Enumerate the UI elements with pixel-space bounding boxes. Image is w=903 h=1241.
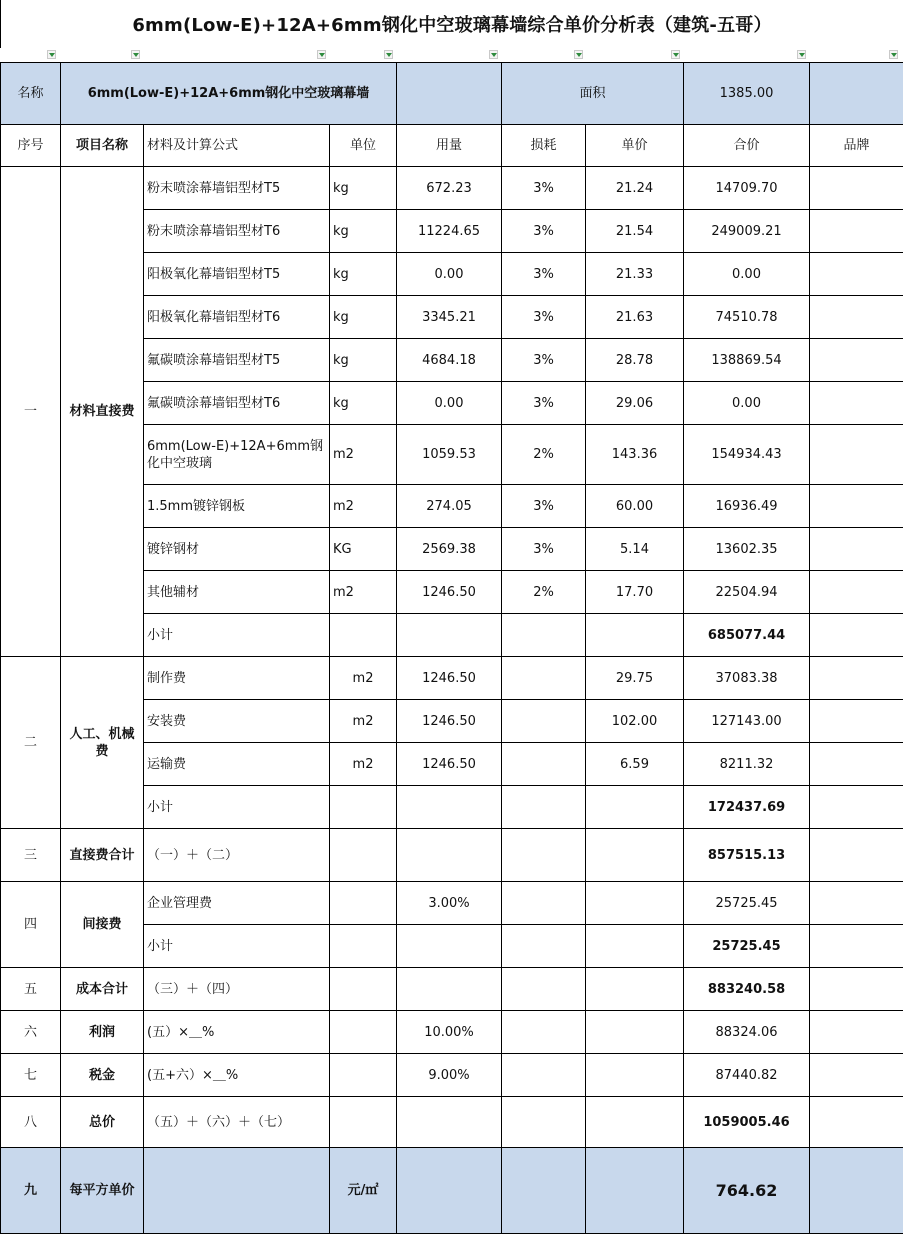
brand-cell[interactable] <box>810 700 903 743</box>
total-cell[interactable]: 154934.43 <box>684 425 810 485</box>
item-cell[interactable]: 粉末喷涂幕墙铝型材T5 <box>144 167 330 210</box>
item-cell[interactable]: 阳极氧化幕墙铝型材T5 <box>144 253 330 296</box>
price-cell[interactable]: 21.24 <box>586 167 684 210</box>
item-cell[interactable]: 安装费 <box>144 700 330 743</box>
total-cell[interactable]: 0.00 <box>684 253 810 296</box>
price-cell[interactable]: 28.78 <box>586 339 684 382</box>
item-cell[interactable]: 1.5mm镀锌钢板 <box>144 485 330 528</box>
item-cell[interactable]: 粉末喷涂幕墙铝型材T6 <box>144 210 330 253</box>
section-name[interactable]: 材料直接费 <box>61 167 144 657</box>
total-cell[interactable]: 883240.58 <box>684 968 810 1011</box>
table-row <box>1 657 903 700</box>
unit-cell[interactable]: m2 <box>330 700 397 743</box>
table-row <box>1 968 903 1011</box>
qty-cell[interactable]: 1246.50 <box>397 700 502 743</box>
total-cell[interactable]: 87440.82 <box>684 1054 810 1097</box>
formula-cell[interactable]: (五）×＿% <box>144 1011 330 1054</box>
item-cell[interactable]: 镀锌钢材 <box>144 528 330 571</box>
price-cell[interactable]: 6.59 <box>586 743 684 786</box>
unit-cell[interactable]: KG <box>330 528 397 571</box>
loss-cell[interactable]: 3% <box>502 210 586 253</box>
subtotal-value[interactable]: 685077.44 <box>684 614 810 657</box>
filter-dropdown-icon[interactable] <box>384 50 393 59</box>
price-cell[interactable]: 143.36 <box>586 425 684 485</box>
qty-cell[interactable]: 11224.65 <box>397 210 502 253</box>
unit-cell[interactable]: kg <box>330 253 397 296</box>
filter-dropdown-icon[interactable] <box>889 50 898 59</box>
total-cell[interactable]: 138869.54 <box>684 339 810 382</box>
item-cell[interactable]: 其他辅材 <box>144 571 330 614</box>
filter-dropdown-icon[interactable] <box>574 50 583 59</box>
total-cell[interactable]: 857515.13 <box>684 829 810 882</box>
subtotal-value[interactable]: 172437.69 <box>684 786 810 829</box>
col-header[interactable]: 材料及计算公式 <box>144 125 330 167</box>
loss-cell[interactable]: 3% <box>502 167 586 210</box>
brand-cell[interactable] <box>810 743 903 786</box>
unit-cell[interactable]: m2 <box>330 657 397 700</box>
brand-cell[interactable] <box>810 210 903 253</box>
total-cell[interactable]: 127143.00 <box>684 700 810 743</box>
loss-cell[interactable]: 2% <box>502 425 586 485</box>
subtotal-label[interactable]: 小计 <box>144 786 330 829</box>
price-cell[interactable]: 21.63 <box>586 296 684 339</box>
col-header[interactable]: 单价 <box>586 125 684 167</box>
unit-price-table <box>0 62 903 1234</box>
brand-cell[interactable] <box>810 167 903 210</box>
qty-cell[interactable]: 0.00 <box>397 253 502 296</box>
section-number[interactable]: 五 <box>1 968 61 1011</box>
brand-cell[interactable] <box>810 528 903 571</box>
price-cell[interactable]: 29.06 <box>586 382 684 425</box>
section-name[interactable]: 间接费 <box>61 882 144 968</box>
col-header[interactable]: 合价 <box>684 125 810 167</box>
qty-cell[interactable]: 1246.50 <box>397 657 502 700</box>
item-cell[interactable]: 企业管理费 <box>144 882 330 925</box>
formula-cell[interactable]: (五+六）×＿% <box>144 1054 330 1097</box>
filter-dropdown-icon[interactable] <box>489 50 498 59</box>
col-header[interactable]: 单位 <box>330 125 397 167</box>
col-header[interactable]: 序号 <box>1 125 61 167</box>
area-value[interactable]: 1385.00 <box>684 63 810 125</box>
total-cell[interactable]: 25725.45 <box>684 882 810 925</box>
price-cell[interactable]: 21.33 <box>586 253 684 296</box>
section-name[interactable]: 每平方单价 <box>61 1148 144 1234</box>
total-cell[interactable]: 37083.38 <box>684 657 810 700</box>
item-cell[interactable]: 阳极氧化幕墙铝型材T6 <box>144 296 330 339</box>
section-name[interactable]: 总价 <box>61 1097 144 1148</box>
total-cell[interactable]: 14709.70 <box>684 167 810 210</box>
loss-cell[interactable]: 2% <box>502 571 586 614</box>
brand-cell[interactable] <box>810 485 903 528</box>
filter-dropdown-icon[interactable] <box>671 50 680 59</box>
filter-dropdown-icon[interactable] <box>131 50 140 59</box>
section-name[interactable]: 税金 <box>61 1054 144 1097</box>
autofilter-row <box>0 48 903 62</box>
item-cell[interactable]: 运输费 <box>144 743 330 786</box>
total-cell[interactable]: 249009.21 <box>684 210 810 253</box>
formula-cell[interactable]: （五）＋（六）＋（七） <box>144 1097 330 1148</box>
table-row <box>1 1148 903 1234</box>
brand-cell[interactable] <box>810 253 903 296</box>
qty-cell[interactable]: 4684.18 <box>397 339 502 382</box>
qty-cell[interactable]: 672.23 <box>397 167 502 210</box>
brand-cell[interactable] <box>810 296 903 339</box>
item-cell[interactable]: 氟碳喷涂幕墙铝型材T6 <box>144 382 330 425</box>
unit-cell[interactable]: m2 <box>330 485 397 528</box>
section-name[interactable]: 人工、机械费 <box>61 657 144 829</box>
unit-cell[interactable]: m2 <box>330 743 397 786</box>
col-header[interactable]: 用量 <box>397 125 502 167</box>
table-row <box>1 1097 903 1148</box>
table-row <box>1 882 903 925</box>
price-cell[interactable]: 21.54 <box>586 210 684 253</box>
brand-cell[interactable] <box>810 657 903 700</box>
loss-cell[interactable]: 3% <box>502 382 586 425</box>
total-cell[interactable]: 22504.94 <box>684 571 810 614</box>
formula-cell[interactable]: （一）＋（二） <box>144 829 330 882</box>
qty-cell[interactable]: 0.00 <box>397 382 502 425</box>
section-number[interactable]: 三 <box>1 829 61 882</box>
section-number[interactable]: 六 <box>1 1011 61 1054</box>
brand-cell[interactable] <box>810 339 903 382</box>
formula-cell[interactable]: （三）＋（四） <box>144 968 330 1011</box>
total-cell[interactable]: 8211.32 <box>684 743 810 786</box>
price-cell[interactable]: 17.70 <box>586 571 684 614</box>
section-number[interactable]: 七 <box>1 1054 61 1097</box>
total-cell[interactable]: 88324.06 <box>684 1011 810 1054</box>
unit-cell[interactable]: kg <box>330 296 397 339</box>
unit-cell[interactable]: m2 <box>330 425 397 485</box>
qty-cell[interactable]: 2569.38 <box>397 528 502 571</box>
name-label[interactable]: 名称 <box>1 63 61 125</box>
unit-cell[interactable]: kg <box>330 339 397 382</box>
unit-cell[interactable]: kg <box>330 210 397 253</box>
loss-cell[interactable]: 3% <box>502 528 586 571</box>
total-cell[interactable]: 13602.35 <box>684 528 810 571</box>
price-cell[interactable]: 29.75 <box>586 657 684 700</box>
total-cell[interactable]: 764.62 <box>684 1148 810 1234</box>
section-name[interactable]: 直接费合计 <box>61 829 144 882</box>
total-cell[interactable]: 74510.78 <box>684 296 810 339</box>
brand-cell[interactable] <box>810 425 903 485</box>
area-label[interactable]: 面积 <box>502 63 684 125</box>
filter-dropdown-icon[interactable] <box>797 50 806 59</box>
section-name[interactable]: 利润 <box>61 1011 144 1054</box>
subtotal-value[interactable]: 25725.45 <box>684 925 810 968</box>
loss-cell[interactable]: 3% <box>502 253 586 296</box>
table-row <box>1 1054 903 1097</box>
unit-cell[interactable]: kg <box>330 382 397 425</box>
loss-cell[interactable]: 3% <box>502 339 586 382</box>
header-row <box>1 63 903 125</box>
loss-cell[interactable]: 3% <box>502 485 586 528</box>
section-number[interactable]: 四 <box>1 882 61 968</box>
filter-dropdown-icon[interactable] <box>317 50 326 59</box>
col-header[interactable]: 损耗 <box>502 125 586 167</box>
filter-dropdown-icon[interactable] <box>47 50 56 59</box>
qty-cell[interactable]: 1246.50 <box>397 571 502 614</box>
loss-cell[interactable]: 3% <box>502 296 586 339</box>
unit-cell[interactable]: m2 <box>330 571 397 614</box>
name-value[interactable]: 6mm(Low-E)+12A+6mm钢化中空玻璃幕墙 <box>61 63 397 125</box>
brand-cell[interactable] <box>810 382 903 425</box>
section-number[interactable]: 一 <box>1 167 61 657</box>
sheet-title: 6mm(Low-E)+12A+6mm钢化中空玻璃幕墙综合单价分析表（建筑-五哥） <box>0 0 903 48</box>
qty-cell[interactable]: 1246.50 <box>397 743 502 786</box>
item-cell[interactable]: 制作费 <box>144 657 330 700</box>
total-cell[interactable]: 1059005.46 <box>684 1097 810 1148</box>
brand-cell[interactable] <box>810 571 903 614</box>
unit-cell[interactable]: 元/㎡ <box>330 1148 397 1234</box>
section-number[interactable]: 九 <box>1 1148 61 1234</box>
col-header[interactable]: 项目名称 <box>61 125 144 167</box>
table-row <box>1 829 903 882</box>
total-cell[interactable]: 0.00 <box>684 382 810 425</box>
section-number[interactable]: 八 <box>1 1097 61 1148</box>
table-row <box>1 167 903 210</box>
col-header[interactable]: 品牌 <box>810 125 903 167</box>
qty-cell[interactable]: 3.00% <box>397 882 502 925</box>
item-cell[interactable]: 氟碳喷涂幕墙铝型材T5 <box>144 339 330 382</box>
item-cell[interactable]: 6mm(Low-E)+12A+6mm钢化中空玻璃 <box>144 425 330 485</box>
total-cell[interactable]: 16936.49 <box>684 485 810 528</box>
qty-cell[interactable]: 274.05 <box>397 485 502 528</box>
section-name[interactable]: 成本合计 <box>61 968 144 1011</box>
subtotal-label[interactable]: 小计 <box>144 614 330 657</box>
subtotal-label[interactable]: 小计 <box>144 925 330 968</box>
price-cell[interactable]: 5.14 <box>586 528 684 571</box>
qty-cell[interactable]: 1059.53 <box>397 425 502 485</box>
column-header-row <box>1 125 903 167</box>
unit-cell[interactable]: kg <box>330 167 397 210</box>
qty-cell[interactable]: 3345.21 <box>397 296 502 339</box>
qty-cell[interactable]: 10.00% <box>397 1011 502 1054</box>
price-cell[interactable]: 60.00 <box>586 485 684 528</box>
qty-cell[interactable]: 9.00% <box>397 1054 502 1097</box>
price-cell[interactable]: 102.00 <box>586 700 684 743</box>
section-number[interactable]: 二 <box>1 657 61 829</box>
table-row <box>1 1011 903 1054</box>
